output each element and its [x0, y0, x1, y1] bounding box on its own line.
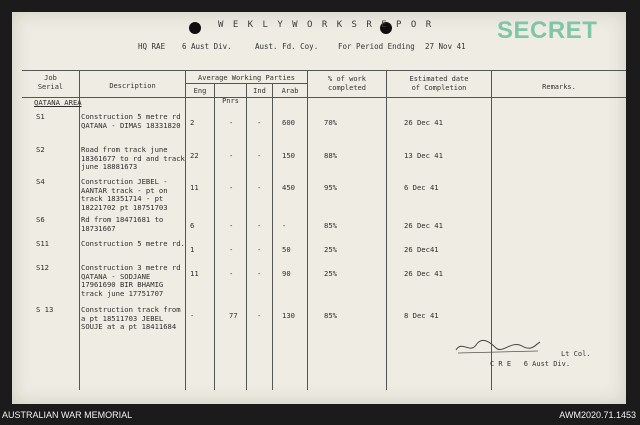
row-3-ind: -	[257, 183, 262, 192]
punch-hole-left	[189, 22, 201, 34]
row-7-eng: -	[190, 311, 195, 320]
row-5-arab: 50	[282, 245, 291, 254]
row-3-serial: S4	[36, 177, 45, 186]
row-2-arab: 150	[282, 151, 295, 160]
row-7-pct: 85%	[324, 311, 337, 320]
row-3-arab: 450	[282, 183, 295, 192]
col-sep-4	[246, 83, 247, 390]
col-header-description: Description	[109, 82, 156, 90]
col-sep-1	[79, 70, 80, 390]
secret-stamp: SECRET	[497, 17, 598, 44]
row-6-ind: -	[257, 269, 262, 278]
row-3-date: 6 Dec 41	[404, 183, 439, 192]
footer-left: AUSTRALIAN WAR MEMORIAL	[2, 410, 133, 420]
row-7-ind: -	[257, 311, 262, 320]
header-period-value: 27 Nov 41	[425, 42, 466, 51]
report-title: W E K L Y W O R K S R E P O R	[218, 20, 434, 30]
row-3-pct: 95%	[324, 183, 337, 192]
row-4-description: Rd from 18471681 to 18731667	[81, 215, 164, 233]
row-4-pct: 85%	[324, 221, 337, 230]
col-sep-6	[307, 70, 308, 390]
row-5-pnrs: -	[229, 245, 234, 254]
row-6-pct: 25%	[324, 269, 337, 278]
row-5-ind: -	[257, 245, 262, 254]
header-division: 6 Aust Div.	[182, 42, 232, 51]
row-7-date: 8 Dec 41	[404, 311, 439, 320]
row-4-eng: 6	[190, 221, 195, 230]
col-sep-3	[214, 83, 215, 390]
row-5-description: Construction 5 metre rd.	[81, 239, 185, 248]
col-header-estimated-date: Estimated date of Completion	[409, 75, 469, 92]
header-period-label: For Period Ending	[338, 42, 415, 51]
col-sep-7	[386, 70, 387, 390]
row-6-serial: S12	[36, 263, 49, 272]
row-4-ind: -	[257, 221, 262, 230]
row-7-pnrs: 77	[229, 311, 238, 320]
row-4-serial: S6	[36, 215, 45, 224]
row-4-pnrs: -	[229, 221, 234, 230]
row-4-date: 26 Dec 41	[404, 221, 443, 230]
col-header-arab: Arab	[281, 87, 299, 95]
row-3-pnrs: -	[229, 183, 234, 192]
row-6-date: 26 Dec 41	[404, 269, 443, 278]
row-2-serial: S2	[36, 145, 45, 154]
row-6-arab: 90	[282, 269, 291, 278]
signature-scrawl	[452, 336, 544, 358]
footer-right: AWM2020.71.1453	[559, 410, 636, 420]
row-3-eng: 11	[190, 183, 199, 192]
signature-rank: Lt Col.	[561, 350, 591, 358]
col-header-percent: % of work completed	[328, 75, 366, 92]
row-4-arab: -	[282, 221, 287, 230]
row-5-pct: 25%	[324, 245, 337, 254]
row-5-date: 26 Dec41	[404, 245, 439, 254]
row-6-description: Construction 3 metre rd QATANA - SODJANE 17961690 BIR BHAMIG track june 17751707	[81, 263, 181, 298]
row-1-ind: -	[257, 118, 262, 127]
col-header-remarks: Remarks.	[542, 83, 576, 91]
row-5-eng: 1	[190, 245, 195, 254]
table-header-rule	[22, 97, 626, 98]
table-top-rule	[22, 70, 626, 71]
signature-unit: C R E 6 Aust Div.	[490, 360, 571, 368]
area-label: QATANA AREA	[34, 98, 82, 107]
row-2-pct: 88%	[324, 151, 337, 160]
row-1-serial: S1	[36, 112, 45, 121]
row-1-pct: 70%	[324, 118, 337, 127]
row-1-description: Construction 5 metre rd QATANA - DIMAS 18331820	[81, 112, 181, 130]
row-2-date: 13 Dec 41	[404, 151, 443, 160]
header-hq: HQ RAE	[138, 42, 166, 51]
row-1-date: 26 Dec 41	[404, 118, 443, 127]
row-2-description: Road from track june 18361677 to rd and track june 18881673	[81, 145, 185, 171]
col-header-eng: Eng	[193, 87, 207, 95]
row-7-description: Construction track from a pt 18511703 JEBEL SOUJE at a pt 18411684	[81, 305, 181, 331]
col-header-ind: Ind	[253, 87, 266, 95]
row-2-pnrs: -	[229, 151, 234, 160]
col-header-average-parties: Average Working Parties	[198, 74, 295, 82]
row-6-eng: 11	[190, 269, 199, 278]
header-company: Aust. Fd. Coy.	[255, 42, 319, 51]
row-7-serial: S 13	[36, 305, 54, 314]
row-6-pnrs: -	[229, 269, 234, 278]
row-2-eng: 22	[190, 151, 199, 160]
row-3-description: Construction JEBEL - AANTAR track - pt on track 18351714 - pt 18221702 pt 18751703	[81, 177, 168, 212]
row-7-arab: 130	[282, 311, 295, 320]
col-header-job-serial: Job Serial	[37, 74, 64, 91]
row-2-ind: -	[257, 151, 262, 160]
col-sep-5	[272, 83, 273, 390]
row-5-serial: S11	[36, 239, 49, 248]
row-1-pnrs: -	[229, 118, 234, 127]
row-1-eng: 2	[190, 118, 195, 127]
row-1-arab: 600	[282, 118, 295, 127]
col-header-other: Pnrs	[222, 97, 239, 105]
